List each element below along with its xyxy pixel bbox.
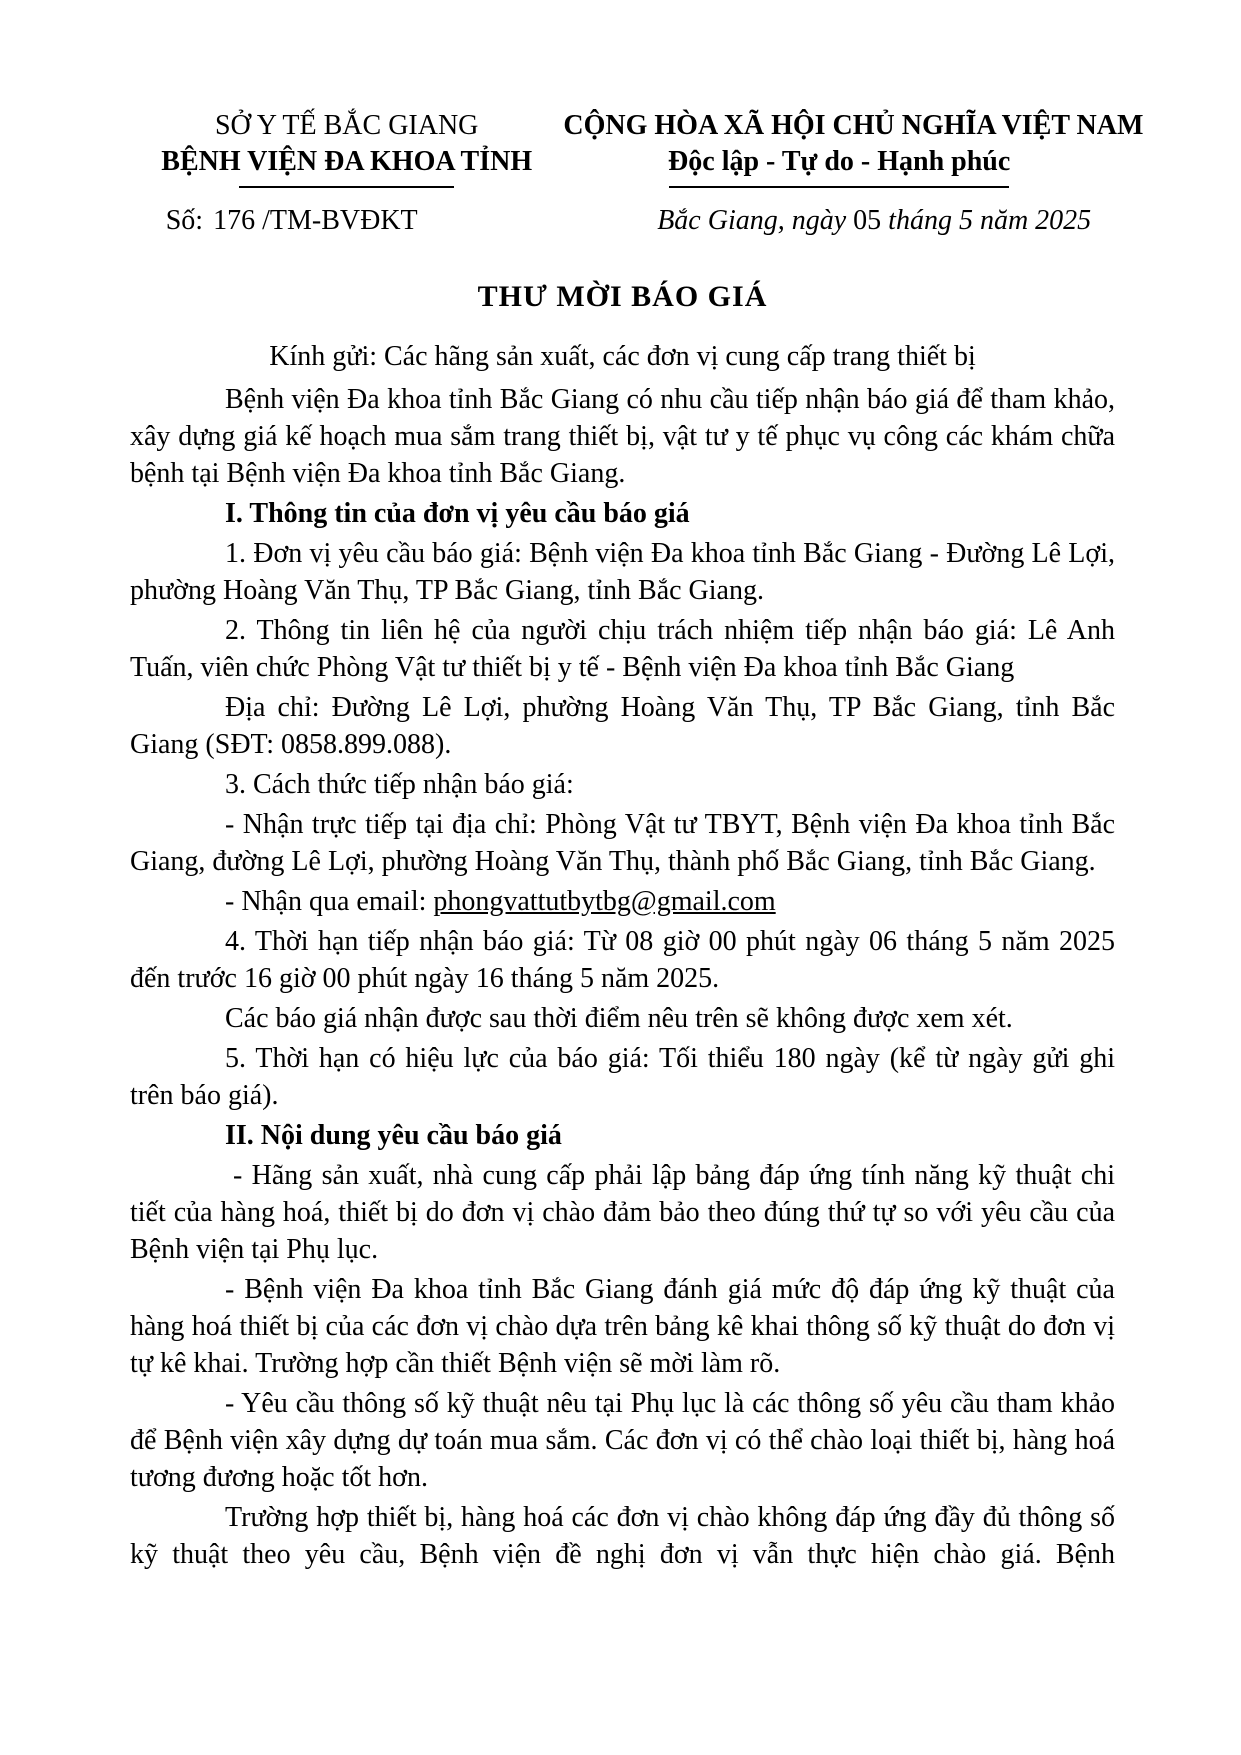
header-right-divider xyxy=(669,186,1009,188)
national-motto: Độc lập - Tự do - Hạnh phúc xyxy=(668,146,1011,177)
section-heading-2: II. Nội dung yêu cầu báo giá xyxy=(225,1120,562,1151)
paragraph-receive-direct: - Nhận trực tiếp tại địa chỉ: Phòng Vật tư TBYT, Bệnh viện Đa khoa tỉnh Bắc Giang, đường Lê Lợi, phường Hoàng Văn Thụ, thành phố Bắc Giang, tỉnh Bắc Giang. xyxy=(130,809,1115,877)
issuing-department: SỞ Y TẾ BẮC GIANG xyxy=(214,110,479,141)
issue-date-day: 05 xyxy=(853,205,882,236)
issue-date-place: Bắc Giang, ngày xyxy=(657,205,847,236)
header-left-divider xyxy=(239,186,454,188)
paragraph-address: Địa chỉ: Đường Lê Lợi, phường Hoàng Văn Thụ, TP Bắc Giang, tỉnh Bắc Giang (SĐT: 0858.899.088). xyxy=(130,692,1115,760)
email-link[interactable]: phongvattutbytbg@gmail.com xyxy=(433,886,776,917)
paragraph-req-1: - Hãng sản xuất, nhà cung cấp phải lập bảng đáp ứng tính năng kỹ thuật chi tiết của hàng hoá, thiết bị do đơn vị chào đảm bảo theo đúng thứ tự so với yêu cầu của Bệnh viện tại Phụ lục. xyxy=(130,1160,1115,1265)
document-meta-row xyxy=(130,206,1115,236)
paragraph-item-5: 5. Thời hạn có hiệu lực của báo giá: Tối thiểu 180 ngày (kể từ ngày gửi ghi trên báo giá). xyxy=(130,1043,1115,1111)
paragraph-intro: Bệnh viện Đa khoa tỉnh Bắc Giang có nhu cầu tiếp nhận báo giá để tham khảo, xây dựng giá kế hoạch mua sắm trang thiết bị, vật tư y tế phục vụ công các khám chữa bệnh tại Bệnh viện Đa khoa tỉnh Bắc Giang. xyxy=(130,384,1115,489)
issue-date xyxy=(563,206,1115,236)
national-header: CỘNG HÒA XÃ HỘI CHỦ NGHĨA VIỆT NAM xyxy=(563,110,1144,141)
header-right-block xyxy=(563,108,1144,188)
section-heading-1: I. Thông tin của đơn vị yêu cầu báo giá xyxy=(225,498,690,529)
header-left-block xyxy=(130,108,563,188)
receive-email-label: - Nhận qua email: xyxy=(225,886,434,917)
document-number-suffix: /TM-BVĐKT xyxy=(262,205,418,236)
paragraph-req-2: - Bệnh viện Đa khoa tỉnh Bắc Giang đánh giá mức độ đáp ứng kỹ thuật của hàng hoá thiết bị của các đơn vị chào dựa trên bảng kê khai thông số kỹ thuật do đơn vị tự kê khai. Trường hợp cần thiết Bệnh viện sẽ mời làm rõ. xyxy=(130,1274,1115,1379)
paragraph-req-4: Trường hợp thiết bị, hàng hoá các đơn vị chào không đáp ứng đầy đủ thông số kỹ thuật theo yêu cầu, Bệnh viện đề nghị đơn vị vẫn thực hiện chào giá. Bệnh xyxy=(130,1502,1115,1570)
issuing-organization: BỆNH VIỆN ĐA KHOA TỈNH xyxy=(161,146,533,177)
paragraph-item-4: 4. Thời hạn tiếp nhận báo giá: Từ 08 giờ 00 phút ngày 06 tháng 5 năm 2025 đến trước 16 giờ 00 phút ngày 16 tháng 5 năm 2025. xyxy=(130,926,1115,994)
paragraph-req-3: - Yêu cầu thông số kỹ thuật nêu tại Phụ lục là các thông số yêu cầu tham khảo để Bệnh viện xây dựng dự toán mua sắm. Các đơn vị có thể chào loại thiết bị, hàng hoá tương đương hoặc tốt hơn. xyxy=(130,1388,1115,1493)
document-body xyxy=(130,381,1115,1573)
document-number xyxy=(130,206,563,236)
document-number-value: 176 xyxy=(213,205,256,236)
paragraph-note: Các báo giá nhận được sau thời điểm nêu trên sẽ không được xem xét. xyxy=(225,1003,1013,1034)
document-header xyxy=(130,108,1144,188)
paragraph-item-2: 2. Thông tin liên hệ của người chịu trách nhiệm tiếp nhận báo giá: Lê Anh Tuấn, viên chức Phòng Vật tư thiết bị y tế - Bệnh viện Đa khoa tỉnh Bắc Giang xyxy=(130,615,1115,683)
paragraph-item-1: 1. Đơn vị yêu cầu báo giá: Bệnh viện Đa khoa tỉnh Bắc Giang - Đường Lê Lợi, phường Hoàng Văn Thụ, TP Bắc Giang, tỉnh Bắc Giang. xyxy=(130,538,1115,606)
document-title: THƯ MỜI BÁO GIÁ xyxy=(477,280,768,313)
paragraph-receive-email xyxy=(130,883,1115,920)
paragraph-item-3: 3. Cách thức tiếp nhận báo giá: xyxy=(225,769,574,800)
issue-date-tail: tháng 5 năm 2025 xyxy=(888,205,1092,236)
greeting-line: Kính gửi: Các hãng sản xuất, các đơn vị cung cấp trang thiết bị xyxy=(269,341,976,372)
document-number-label: Số: xyxy=(165,205,204,236)
